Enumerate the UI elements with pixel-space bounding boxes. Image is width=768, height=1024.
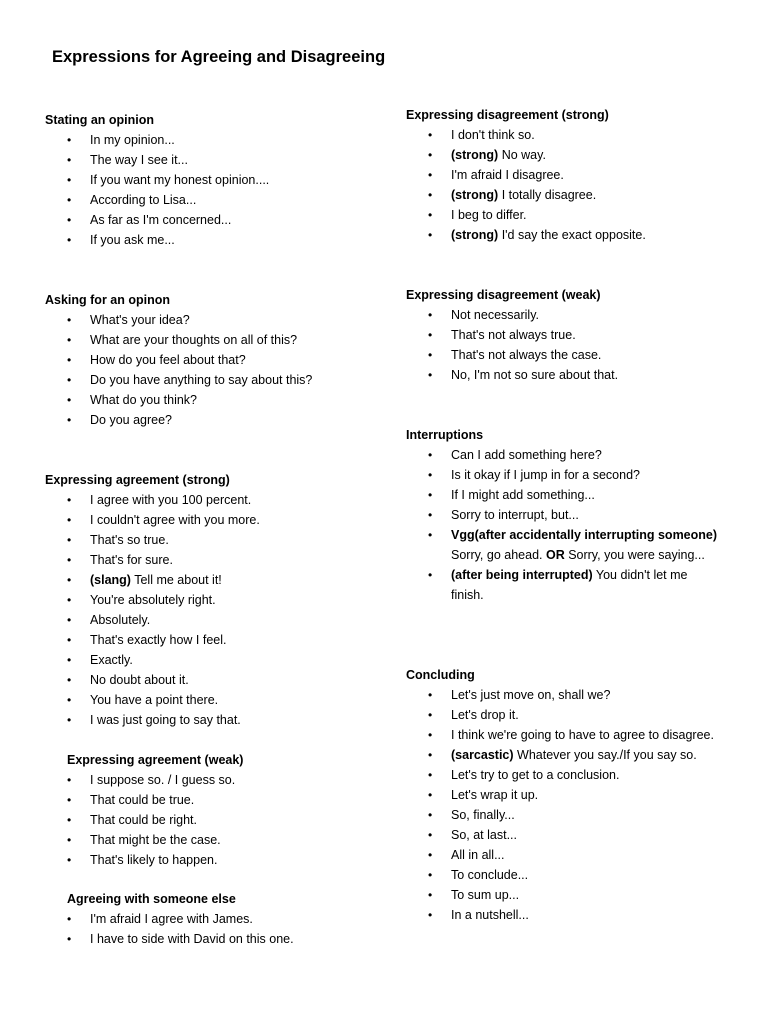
list-item	[45, 370, 365, 390]
item-text: Sorry, you were saying...	[564, 548, 705, 562]
item-text: I think we're going to have to agree to disagree.	[451, 728, 714, 742]
item-text: All in all...	[451, 848, 505, 862]
list-item	[406, 365, 746, 385]
item-text: I'd say the exact opposite.	[498, 228, 646, 242]
list-item	[45, 790, 365, 810]
list-item	[406, 345, 746, 365]
list-item	[45, 170, 365, 190]
item-text: According to Lisa...	[90, 193, 197, 207]
item-tag: (sarcastic)	[451, 748, 514, 762]
bullet-list	[406, 305, 746, 385]
list-item	[45, 530, 365, 550]
item-text: I'm afraid I agree with James.	[90, 912, 253, 926]
list-item	[45, 230, 365, 250]
item-text: No, I'm not so sure about that.	[451, 368, 619, 382]
section-concluding	[406, 665, 746, 925]
list-item	[45, 710, 365, 730]
list-item	[406, 165, 746, 185]
list-item	[406, 805, 746, 825]
section-heading: Asking for an opinon	[45, 293, 170, 307]
list-item	[406, 305, 746, 325]
section-heading: Stating an opinion	[45, 113, 155, 127]
list-item	[45, 610, 365, 630]
item-text: I totally disagree.	[498, 188, 597, 202]
list-item	[45, 150, 365, 170]
item-text: Can I add something here?	[451, 448, 602, 462]
section-asking-opinion	[45, 290, 365, 430]
list-item	[406, 145, 746, 165]
item-text: Let's wrap it up.	[451, 788, 539, 802]
item-text: The way I see it...	[90, 153, 188, 167]
item-text: You have a point there.	[90, 693, 219, 707]
section-disagreement-weak	[406, 285, 746, 385]
item-text: That's likely to happen.	[90, 853, 218, 867]
section-disagreement-strong	[406, 105, 746, 245]
item-tag: Vgg(after accidentally interrupting someone)	[451, 528, 718, 542]
bullet-list	[45, 310, 365, 430]
item-text: Is it okay if I jump in for a second?	[451, 468, 640, 482]
item-tag: (strong)	[451, 188, 499, 202]
item-tag: (after being interrupted)	[451, 568, 593, 582]
list-item	[406, 765, 746, 785]
item-text: No doubt about it.	[90, 673, 189, 687]
section-heading: Expressing agreement (weak)	[67, 753, 244, 767]
item-text: What are your thoughts on all of this?	[90, 333, 298, 347]
section-heading: Concluding	[406, 668, 475, 682]
item-text: I agree with you 100 percent.	[90, 493, 252, 507]
item-text: That's for sure.	[90, 553, 173, 567]
item-text: I'm afraid I disagree.	[451, 168, 564, 182]
list-item	[406, 845, 746, 865]
list-item	[45, 350, 365, 370]
list-item	[45, 330, 365, 350]
list-item	[45, 310, 365, 330]
section-heading: Agreeing with someone else	[67, 892, 236, 906]
item-tag: (strong)	[451, 228, 499, 242]
list-item	[406, 685, 746, 705]
list-item	[45, 630, 365, 650]
item-text: Sorry, go ahead.	[451, 548, 546, 562]
list-item	[45, 590, 365, 610]
item-text: If you want my honest opinion....	[90, 173, 270, 187]
item-text: That could be true.	[90, 793, 195, 807]
item-text: I beg to differ.	[451, 208, 527, 222]
item-text: I suppose so. / I guess so.	[90, 773, 236, 787]
section-heading: Expressing disagreement (weak)	[406, 288, 601, 302]
item-text: Do you agree?	[90, 413, 173, 427]
list-item	[45, 550, 365, 570]
list-item	[406, 125, 746, 145]
list-item	[406, 725, 746, 745]
item-text: What's your idea?	[90, 313, 190, 327]
item-text: Not necessarily.	[451, 308, 539, 322]
list-item	[45, 670, 365, 690]
item-text: Absolutely.	[90, 613, 151, 627]
section-agreement-strong	[45, 470, 365, 730]
item-text: To conclude...	[451, 868, 529, 882]
bullet-list	[406, 445, 746, 605]
item-text: Tell me about it!	[130, 573, 222, 587]
list-item	[45, 490, 365, 510]
list-item	[406, 445, 746, 465]
list-item	[406, 325, 746, 345]
item-text: I don't think so.	[451, 128, 535, 142]
bullet-list	[406, 125, 746, 245]
list-item	[406, 865, 746, 885]
list-item	[45, 570, 365, 590]
item-text: What do you think?	[90, 393, 198, 407]
list-item	[45, 210, 365, 230]
item-text: Whatever you say./If you say so.	[513, 748, 697, 762]
item-text: Exactly.	[90, 653, 133, 667]
item-text: That could be right.	[90, 813, 198, 827]
section-stating-opinion	[45, 110, 365, 250]
item-text: I have to side with David on this one.	[90, 932, 294, 946]
item-text: Do you have anything to say about this?	[90, 373, 313, 387]
item-text: So, at last...	[451, 828, 518, 842]
item-text: Let's try to get to a conclusion.	[451, 768, 620, 782]
list-item	[45, 909, 365, 929]
item-text: Let's just move on, shall we?	[451, 688, 611, 702]
item-text: I was just going to say that.	[90, 713, 241, 727]
list-item	[406, 565, 719, 605]
page-title: Expressions for Agreeing and Disagreeing	[52, 48, 386, 66]
list-item	[406, 185, 746, 205]
section-agreeing-someone-else	[45, 889, 365, 949]
list-item	[45, 130, 365, 150]
list-item	[406, 225, 746, 245]
section-heading: Expressing disagreement (strong)	[406, 108, 609, 122]
item-text: In my opinion...	[90, 133, 175, 147]
item-text: That might be the case.	[90, 833, 221, 847]
section-agreement-weak	[45, 750, 365, 870]
list-item	[45, 690, 365, 710]
item-text: Sorry to interrupt, but...	[451, 508, 579, 522]
list-item	[45, 929, 365, 949]
list-item	[406, 205, 746, 225]
list-item	[45, 190, 365, 210]
list-item	[406, 485, 746, 505]
item-text: You didn't let me finish.	[451, 568, 688, 602]
item-text: As far as I'm concerned...	[90, 213, 232, 227]
list-item	[45, 850, 365, 870]
item-text: That's so true.	[90, 533, 169, 547]
bullet-list	[45, 490, 365, 730]
section-heading: Expressing agreement (strong)	[45, 473, 230, 487]
section-interruptions	[406, 425, 746, 605]
item-text: If you ask me...	[90, 233, 175, 247]
list-item	[406, 525, 719, 565]
list-item	[45, 810, 365, 830]
bullet-list	[45, 130, 365, 250]
item-text: How do you feel about that?	[90, 353, 246, 367]
list-item	[406, 825, 746, 845]
bullet-list	[45, 909, 365, 949]
item-text: So, finally...	[451, 808, 515, 822]
item-tag: OR	[545, 548, 565, 562]
list-item	[45, 650, 365, 670]
list-item	[45, 410, 365, 430]
item-text: If I might add something...	[451, 488, 595, 502]
item-text: No way.	[498, 148, 546, 162]
item-tag: (strong)	[451, 148, 499, 162]
list-item	[406, 745, 746, 765]
item-text: That's not always true.	[451, 328, 576, 342]
list-item	[45, 830, 365, 850]
list-item	[406, 505, 746, 525]
bullet-list	[45, 770, 365, 870]
list-item	[45, 390, 365, 410]
item-text: I couldn't agree with you more.	[90, 513, 260, 527]
list-item	[45, 770, 365, 790]
list-item	[406, 465, 746, 485]
item-text: That's not always the case.	[451, 348, 602, 362]
bullet-list	[406, 685, 746, 925]
section-heading: Interruptions	[406, 428, 484, 442]
list-item	[406, 905, 746, 925]
list-item	[45, 510, 365, 530]
item-text: In a nutshell...	[451, 908, 529, 922]
item-text: You're absolutely right.	[90, 593, 216, 607]
item-text: To sum up...	[451, 888, 520, 902]
list-item	[406, 785, 746, 805]
list-item	[406, 885, 746, 905]
item-text: That's exactly how I feel.	[90, 633, 227, 647]
item-text: Let's drop it.	[451, 708, 519, 722]
list-item	[406, 705, 746, 725]
item-tag: (slang)	[90, 573, 131, 587]
